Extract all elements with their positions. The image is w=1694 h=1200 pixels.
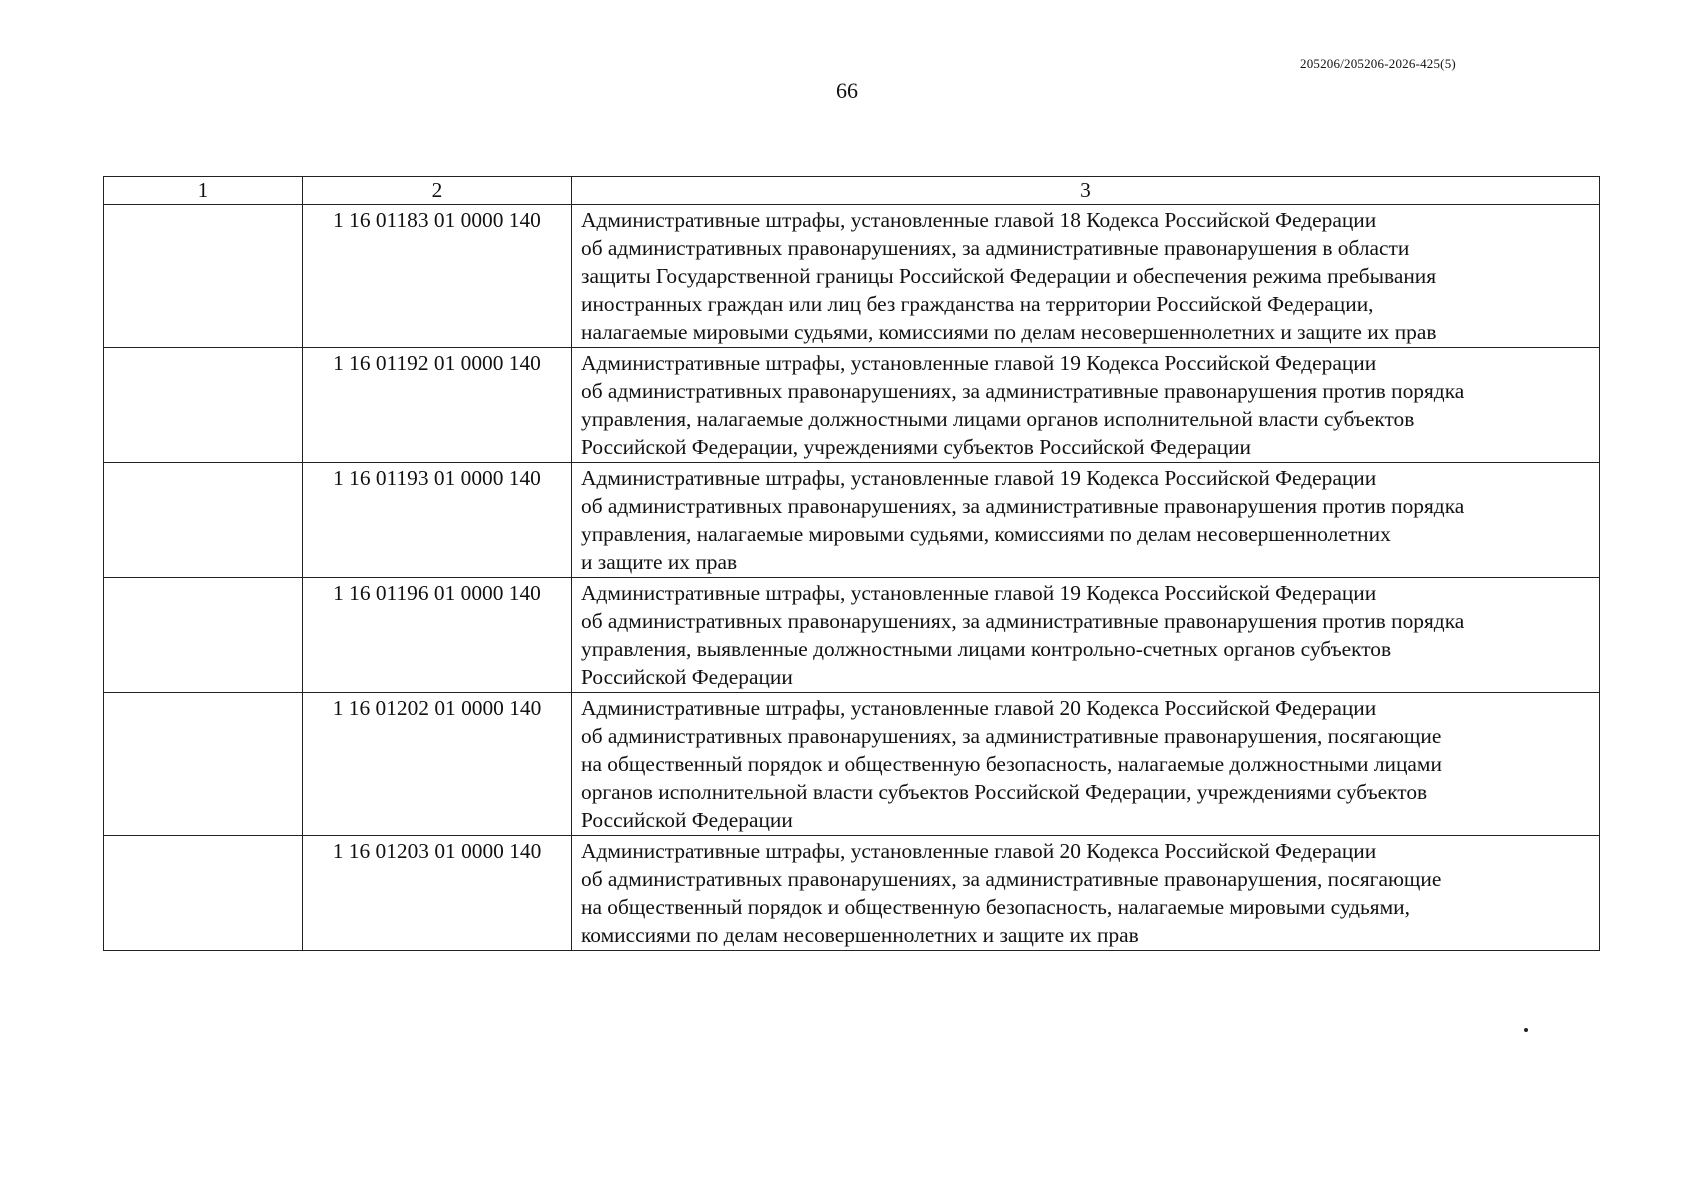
description-line: Российской Федерации: [581, 808, 793, 832]
description-line: на общественный порядок и общественную безопасность, налагаемые мировыми судьями,: [581, 895, 1410, 919]
table-row: [104, 578, 1600, 693]
description-line: Административные штрафы, установленные главой 19 Кодекса Российской Федерации: [581, 351, 1377, 375]
header-col-3: 3: [572, 177, 1600, 205]
description-line: Административные штрафы, установленные главой 19 Кодекса Российской Федерации: [581, 466, 1377, 490]
description-line: управления, налагаемые мировыми судьями, комиссиями по делам несовершеннолетних: [581, 522, 1391, 546]
description-cell: [572, 348, 1600, 463]
description-line: иностранных граждан или лиц без гражданства на территории Российской Федерации,: [581, 292, 1374, 316]
revenue-code-cell: 1 16 01203 01 0000 140: [303, 836, 572, 951]
header-col-2: 2: [303, 177, 572, 205]
description-line: об административных правонарушениях, за административные правонарушения, посягающие: [581, 867, 1442, 891]
revenue-code-cell: 1 16 01202 01 0000 140: [303, 693, 572, 836]
row-col-1-cell: [104, 463, 303, 578]
description-line: Российской Федерации, учреждениями субъектов Российской Федерации: [581, 435, 1251, 459]
table-row: [104, 205, 1600, 348]
header-col-1: 1: [104, 177, 303, 205]
revenue-code-cell: 1 16 01192 01 0000 140: [303, 348, 572, 463]
description-cell: [572, 205, 1600, 348]
table-row: [104, 836, 1600, 951]
document-id: 205206/205206-2026-425(5): [1300, 56, 1456, 71]
description-line: об административных правонарушениях, за административные правонарушения в области: [581, 236, 1410, 260]
description-line: органов исполнительной власти субъектов Российской Федерации, учреждениями субъектов: [581, 780, 1428, 804]
row-col-1-cell: [104, 693, 303, 836]
row-col-1-cell: [104, 348, 303, 463]
description-line: об административных правонарушениях, за административные правонарушения против порядка: [581, 609, 1465, 633]
description-line: налагаемые мировыми судьями, комиссиями по делам несовершеннолетних и защите их прав: [581, 320, 1437, 344]
description-line: об административных правонарушениях, за административные правонарушения, посягающие: [581, 724, 1442, 748]
row-col-1-cell: [104, 578, 303, 693]
revenue-code-cell: 1 16 01193 01 0000 140: [303, 463, 572, 578]
description-cell: [572, 578, 1600, 693]
table-row: [104, 693, 1600, 836]
description-line: защиты Государственной границы Российской Федерации и обеспечения режима пребывания: [581, 264, 1437, 288]
table-header-row: [104, 177, 1600, 205]
description-line: об административных правонарушениях, за административные правонарушения против порядка: [581, 494, 1465, 518]
row-col-1-cell: [104, 836, 303, 951]
description-cell: [572, 836, 1600, 951]
description-line: Административные штрафы, установленные главой 19 Кодекса Российской Федерации: [581, 581, 1377, 605]
description-line: и защите их прав: [581, 550, 738, 574]
description-line: Административные штрафы, установленные главой 20 Кодекса Российской Федерации: [581, 839, 1377, 863]
description-line: управления, налагаемые должностными лицами органов исполнительной власти субъектов: [581, 407, 1415, 431]
description-line: управления, выявленные должностными лицами контрольно-счетных органов субъектов: [581, 637, 1392, 661]
revenue-code-cell: 1 16 01183 01 0000 140: [303, 205, 572, 348]
description-line: Административные штрафы, установленные главой 20 Кодекса Российской Федерации: [581, 696, 1377, 720]
description-line: Российской Федерации: [581, 665, 793, 689]
fines-table: [103, 176, 1600, 951]
description-cell: [572, 463, 1600, 578]
table-row: [104, 463, 1600, 578]
row-col-1-cell: [104, 205, 303, 348]
description-line: комиссиями по делам несовершеннолетних и защите их прав: [581, 923, 1139, 947]
description-cell: [572, 693, 1600, 836]
description-line: на общественный порядок и общественную безопасность, налагаемые должностными лицами: [581, 752, 1442, 776]
description-line: об административных правонарушениях, за административные правонарушения против порядка: [581, 379, 1465, 403]
table-row: [104, 348, 1600, 463]
description-line: Административные штрафы, установленные главой 18 Кодекса Российской Федерации: [581, 208, 1377, 232]
page-number: 66: [836, 78, 858, 103]
scan-speck: [1524, 1028, 1528, 1032]
revenue-code-cell: 1 16 01196 01 0000 140: [303, 578, 572, 693]
